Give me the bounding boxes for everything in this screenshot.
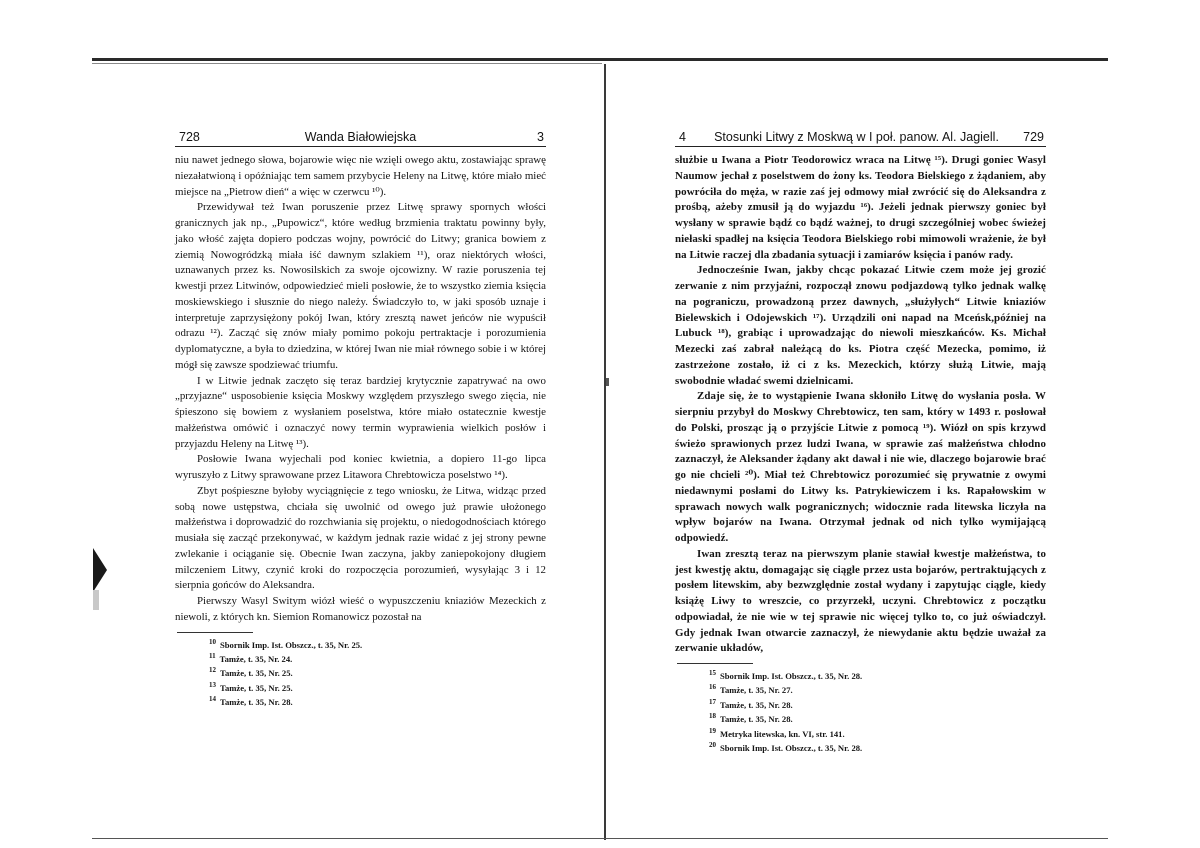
left-paragraph: I w Litwie jednak zaczęto się teraz bardziej krytycznie zapatrywać na owo „przyjazne“ usposobienie księcia Moskwy względem przyszłego swego zięcia, nie śpieszono się bowiem z wysłaniem poselstwa, które miało ostatecznie kwestje małżeństwa omówić i oznaczyć nowy termin wyprawienia wielkich posłów i przyjazdu Heleny na Litwę ¹³). (175, 374, 546, 450)
left-page (175, 128, 546, 709)
left-paragraph: niu nawet jednego słowa, bojarowie więc nie wzięli owego aktu, zostawiając sprawę niezałatwioną i opóźniając tem samem przybycie Heleny na Litwę, które miało mieć miejsce na „Pietrow dień“ a więc w czerwcu ¹⁰). (175, 154, 546, 198)
right-page-number: 729 (1023, 130, 1044, 144)
left-paragraph: Pierwszy Wasyl Switym wiózł wieść o wypuszczeniu kniaziów Mezeckich z niewoli, z których kn. Siemion Romanowicz pozostał na (175, 595, 546, 623)
left-paragraph: Zbyt pośpieszne byłoby wyciągnięcie z tego wniosku, że Litwa, widząc przed sobą nowe ustępstwa, chciała się uwolnić od owego już prawie ułożonego małżeństwa i doprowadzić do rozchwiania się projektu, o niedogodnościach którego musiała się zacząć przekonywać, w każdym jednak razie widać z jej strony pewne zwlekanie i ociąganie się. Obecnie Iwan zaczyna, jakby zaniepokojony długiem milczeniem Litwy, czynić kroki do rozpoczęcia porozumień, wysyłając 3 i 12 sierpnia gońców do Aleksandra. (175, 484, 546, 592)
top-scan-rule-thin (92, 63, 602, 64)
left-page-number: 728 (179, 130, 200, 144)
left-footnote-rule (177, 632, 253, 633)
footnote: $^{14}$ Tamże, t. 35, Nr. 28. (209, 695, 293, 708)
left-section-number: 3 (537, 130, 544, 144)
scan-edge-shadow (93, 590, 99, 610)
footnote: $^{15}$ Sbornik Imp. Ist. Obszcz., t. 35, Nr. 28. (709, 669, 863, 681)
left-footnotes (175, 637, 546, 709)
gutter-speck (606, 378, 609, 386)
footnote: $^{20}$ Sbornik Imp. Ist. Obszcz., t. 35, Nr. 28. (709, 741, 863, 754)
footnote: $^{17}$ Tamże, t. 35, Nr. 28. (709, 697, 793, 710)
right-paragraph: służbie u Iwana a Piotr Teodorowicz wraca na Litwę ¹⁵). Drugi goniec Wasyl Naumow jechał z poselstwem do żony ks. Teodora Bielskiego z żądaniem, aby powróciła do męża, w razie zaś jej odmowy miał zwrócić się do Aleksandra z prośbą, ażeby zmusił ją do wyjazdu ¹⁶). Jeżeli jednak pierwszy goniec był wysłany w sprawie bądź co bądź ważnej, to drugi szczególniej wobec świeżej niełaski spadłej na księcia Teodora Bielskiego robi mimowoli wrażenie, że był na Litwie raczej dla zbadania sytuacji i zamiarów księcia i panów rady. (675, 154, 1046, 261)
right-paragraph: Zdaje się, że to wystąpienie Iwana skłoniło Litwę do wysłania posła. W sierpniu przybył do Moskwy Chrebtowicz, ten sam, który w 1493 r. posłował do Polski, prosząc ją o przyjście Litwie z pomocą ¹⁹). Wiózł on spis krzywd świeżo sprawionych przez ludzi Iwana, w sprawie zaś małżeństwa chłodno zaznaczył, że Aleksander żądany akt dawał i nie wie, dlaczego bojarowie brać go nie chcieli ²⁰). Miał też Chrebtowicz porozumieć się prywatnie z owymi niedawnymi posłami do Litwy ks. Patrykiewiczem i ks. Rapałowskim w sprawach nowych walk pogranicznych; widocznie rada litewska liczyła na wpływ bojarów na Iwana. Otrzymał jednak od nich tylko wymijającą odpowiedź. (675, 390, 1046, 544)
footnote: $^{10}$ Sbornik Imp. Ist. Obszcz., t. 35, Nr. 25. (209, 637, 363, 650)
right-paragraph: Iwan zresztą teraz na pierwszym planie stawiał kwestje małżeństwa, to jest kwestję aktu, domagając się ciągle przez usta bojarów, pertraktujących z posłem litewskim, aby bezwzględnie został wydany i zapytując ciągle, kiedy książę Liwy to wreszcie, co przyrzekł, uczyni. Chrebtowicz z początku odpowiadał, że nie wie w tej sprawie nic więcej tylko to, co już oświadczył. Gdy jednak Iwan otwarcie zaznaczył, że niewydanie aktu będzie uważał za zerwanie układów, (675, 547, 1046, 655)
right-page (675, 128, 1046, 755)
footnote: $^{19}$ Metryka litewska, kn. VI, str. 141. (709, 726, 845, 739)
footnote: $^{13}$ Tamże, t. 35, Nr. 25. (209, 680, 293, 693)
bottom-scan-rule (92, 838, 1108, 839)
right-running-head-title: Stosunki Litwy z Moskwą w I poł. panow. Al. Jagiell. (714, 130, 999, 144)
left-paragraph: Przewidywał też Iwan poruszenie przez Litwę sprawy spornych włości granicznych jak np., „Pupowicz“, które według brzmienia traktatu powinny były, jako włość zajęta dopiero podczas wojny, powrócić do Litwy; granica bowiem z ziemią Nowogródzką miała iść dawnym szlakiem ¹¹), oraz niektórych włości, uznawanych przez ks. Nowosilskich za swoje ojcowizny. W razie poruszenia tej kwestji przez Litwinów, odpowiedzieć mieli posłowie, że to wszystko ziemia księcia moskiewskiego i słusznie do niego należy. Świadczyło to, w jaki sposób uznaje i interpretuje zaprzysiężony pokój Iwan, który zresztą nawet jeńców nie wypuścił odrazu ¹²). Zacząć się znów miały pomimo pokoju pertraktacje i porozumienia dyplomatyczne, a była to dziedzina, w której Iwan nie miał równego sobie i w której mógł się zawsze spodziewać triumfu. (175, 201, 546, 371)
right-running-header (675, 128, 1046, 147)
left-running-header (175, 128, 546, 147)
right-paragraph: Jednocześnie Iwan, jakby chcąc pokazać Litwie czem może jej grozić zerwanie z nim przyjaźni, rozpoczął znowu podjazdową tylko jednak walkę na pograniczu, prowadzoną przez dawnych, „służyłych“ Litwie kniaziów Bielewskich i Odojewskich ¹⁷). Urządzili oni napad na Mceńsk,później na Lubuck ¹⁸), grabiąc i uprowadzając do niewoli mieszkańców. Ks. Michał Mezecki zaś zabrał należącą do ks. Piotra część Mezecka, pomimo, iż zastrzeżone zostało, iż ci z ks. Mezeckich, którzy służą Litwie, mają swobodnie władać swemi dzielnicami. (675, 264, 1046, 387)
right-footnotes (675, 668, 1046, 755)
footnote: $^{16}$ Tamże, t. 35, Nr. 27. (709, 683, 793, 696)
scan-edge-mark (93, 548, 107, 592)
footnote: $^{12}$ Tamże, t. 35, Nr. 25. (209, 666, 293, 679)
right-section-number: 4 (679, 130, 686, 144)
right-footnote-rule (677, 663, 753, 664)
left-running-head-title: Wanda Białowiejska (304, 130, 417, 144)
footnote: $^{18}$ Tamże, t. 35, Nr. 28. (709, 712, 793, 725)
footnote: $^{11}$ Tamże, t. 35, Nr. 24. (209, 651, 293, 664)
right-page-body (675, 153, 1046, 657)
left-paragraph: Posłowie Iwana wyjechali pod koniec kwietnia, a dopiero 11-go lipca wyruszyło z Litwy sprawowane przez Litawora Chrebtowicza poselstwo ¹⁴). (175, 453, 546, 481)
top-scan-rule (92, 58, 1108, 61)
book-gutter (604, 64, 606, 840)
left-page-body (175, 153, 546, 626)
